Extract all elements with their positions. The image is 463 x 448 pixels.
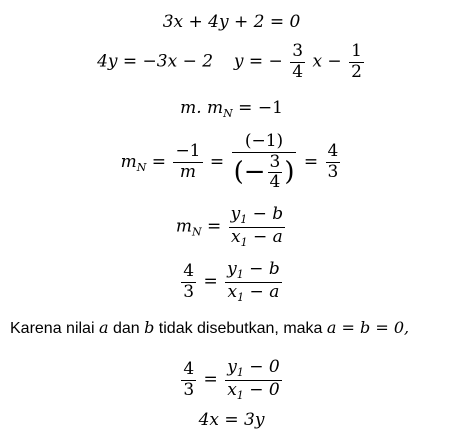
eq3-m: m. m (180, 98, 224, 118)
equation-line-6 (0, 260, 463, 304)
den-var: x (231, 226, 241, 247)
prose-equation: a = b = 0, (326, 318, 410, 337)
explanation-text (10, 318, 409, 338)
fraction-numerator: (−1) (232, 132, 297, 153)
prose-part: Karena nilai (10, 320, 99, 337)
num-sub: 1 (240, 213, 248, 226)
eq2-lhs: 4y = −3x − 2 (97, 51, 214, 72)
den-rest: − a (247, 226, 283, 247)
prose-part: dan (108, 320, 145, 337)
den-var: x (227, 379, 237, 400)
fraction-denominator (232, 153, 297, 193)
eq4-eq2: = (209, 151, 225, 172)
fraction-slope (229, 205, 286, 249)
fraction-numerator: 1 (351, 41, 362, 61)
fraction-1-2 (349, 42, 364, 82)
eq2-y: y = − (233, 51, 283, 72)
eq4-sub: N (136, 160, 147, 174)
fraction-3-4 (290, 42, 305, 82)
fraction-denominator: 4 (292, 61, 304, 82)
fraction-nested (232, 132, 297, 193)
eq7-eq: = (203, 369, 218, 390)
fraction-4-3 (326, 142, 341, 182)
equation-line-5 (0, 205, 463, 249)
eq3-sub: N (223, 107, 233, 120)
fraction-numerator: 4 (183, 261, 195, 282)
eq4-eq3: = (303, 151, 319, 172)
fraction-slope (225, 260, 282, 304)
eq4-eq: = (151, 151, 167, 172)
fraction-neg1-m (173, 142, 202, 182)
eq5-eq: = (206, 216, 222, 237)
fraction-denominator: 3 (183, 281, 195, 302)
equation-line-8: 4x = 3y (198, 410, 265, 430)
equation-line-2 (0, 42, 463, 82)
fraction-3-4-inner (268, 153, 283, 193)
fraction-denominator (225, 381, 281, 403)
fraction-denominator: m (179, 161, 197, 182)
den-rest: − 0 (243, 379, 280, 400)
equation-line-1: 3x + 4y + 2 = 0 (162, 12, 301, 32)
den-rest: − a (244, 281, 280, 302)
eq6-eq: = (203, 271, 218, 292)
fraction-numerator: −1 (175, 141, 201, 162)
fraction-denominator (229, 228, 286, 250)
prose-var-b: b (144, 318, 155, 337)
den-sub: 1 (240, 235, 248, 249)
fraction-4-3 (181, 360, 196, 400)
eq5-sub: N (191, 225, 202, 239)
equation-line-3 (0, 100, 463, 119)
equation-line-7 (0, 358, 463, 402)
fraction-numerator: 4 (183, 359, 195, 380)
fraction-numerator: 4 (327, 141, 339, 162)
fraction-denominator (225, 283, 282, 305)
fraction-denominator: 3 (183, 379, 195, 400)
fraction-denominator: 2 (351, 61, 362, 82)
den-var: x (227, 281, 238, 302)
fraction-denominator: 3 (327, 161, 339, 182)
num-rest: − 0 (243, 357, 280, 377)
fraction-numerator (225, 358, 281, 381)
prose-var-a: a (98, 318, 109, 337)
eq4-m: m (120, 151, 137, 172)
equation-line-4 (0, 132, 463, 193)
den-sub: 1 (236, 388, 244, 402)
fraction-numerator: 3 (292, 41, 304, 61)
num-sub: 1 (236, 366, 244, 379)
num-var: y (227, 357, 237, 377)
fraction-numerator (225, 260, 282, 283)
num-rest: − b (243, 259, 280, 279)
eq3-rhs: = −1 (232, 98, 283, 118)
eq2-x: x − (312, 51, 342, 72)
fraction-numerator: 3 (269, 151, 281, 172)
paren-open: (− (233, 156, 266, 187)
den-sub: 1 (237, 290, 245, 304)
num-sub: 1 (236, 268, 244, 281)
eq5-m: m (175, 216, 192, 237)
num-rest: − b (247, 204, 284, 224)
prose-part: tidak disebutkan, maka (154, 320, 327, 337)
fraction-4-3 (181, 262, 196, 302)
num-var: y (227, 259, 237, 279)
num-var: y (230, 204, 241, 224)
fraction-denominator: 4 (269, 172, 281, 193)
fraction-slope-zero (225, 358, 281, 402)
paren-close: ) (284, 156, 295, 187)
fraction-numerator (229, 205, 286, 228)
